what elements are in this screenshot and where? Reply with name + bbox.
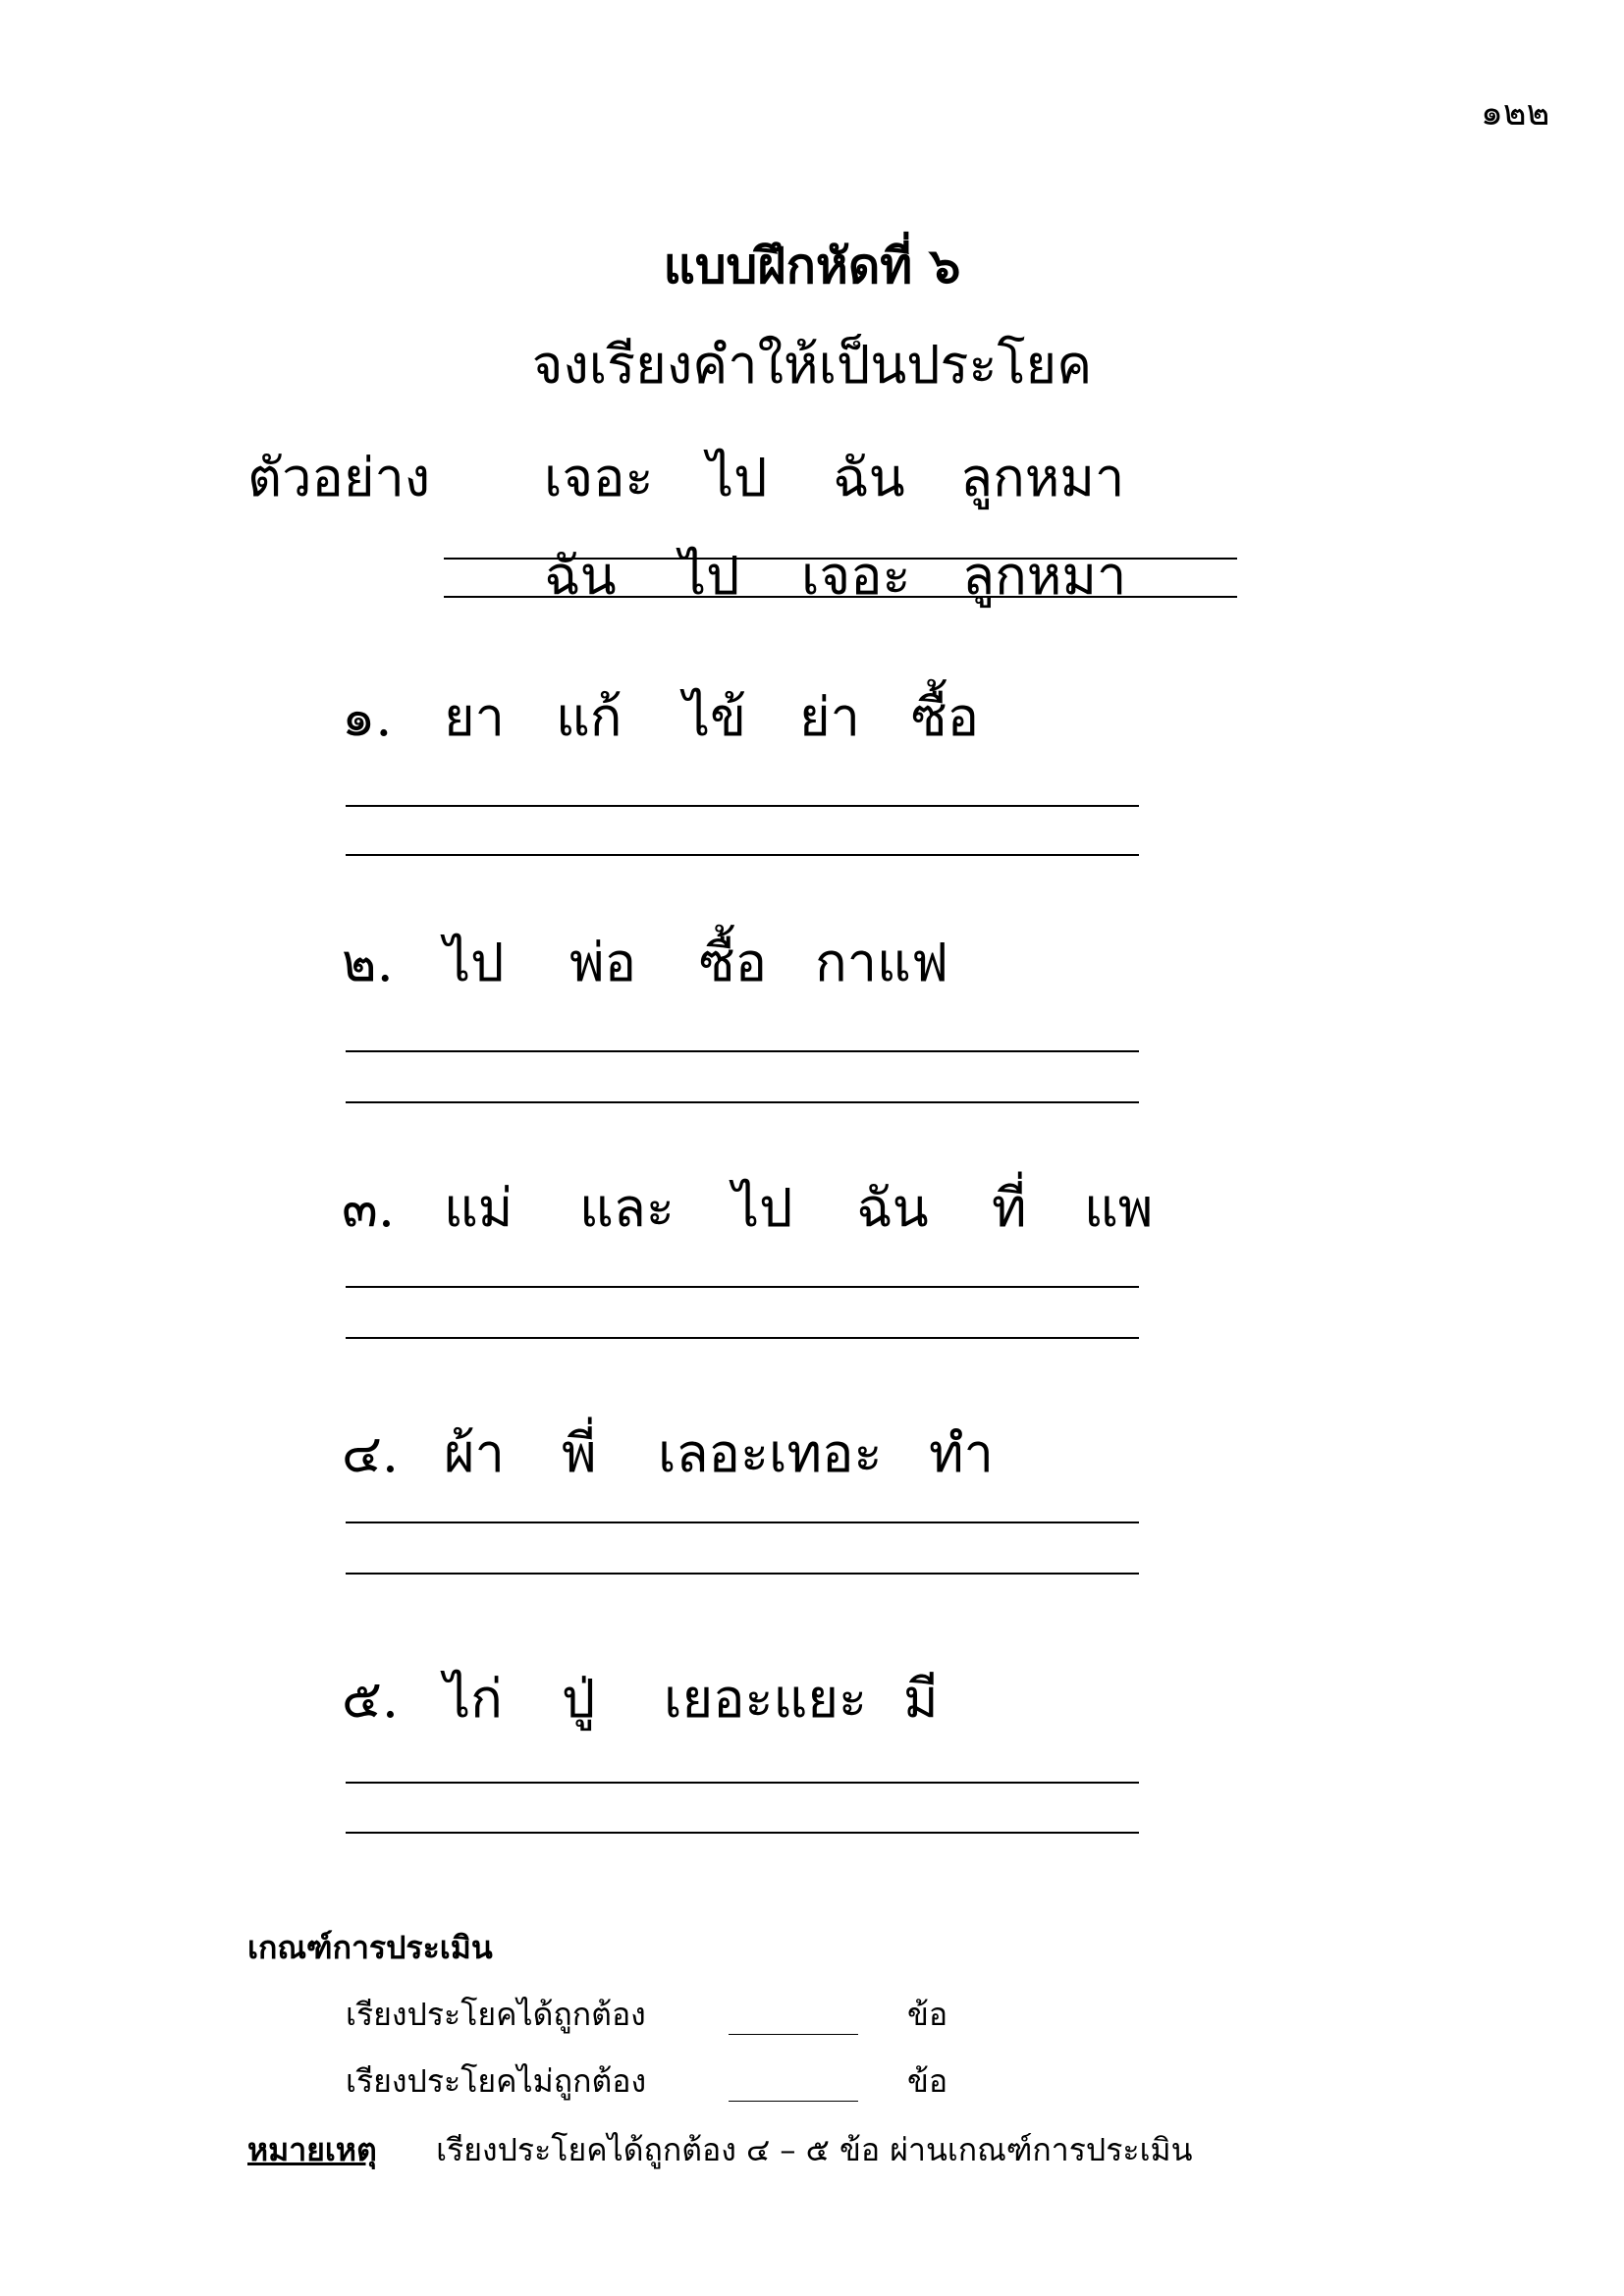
criteria-incorrect-blank bbox=[729, 2101, 858, 2102]
example-word: ไป bbox=[707, 447, 768, 508]
exercise-word: ย่า bbox=[799, 686, 860, 748]
exercise-word: ไป bbox=[444, 932, 505, 993]
exercise-number: ๑. bbox=[342, 686, 393, 748]
criteria-correct-blank bbox=[729, 2034, 858, 2035]
exercise-word: แม่ bbox=[444, 1177, 514, 1239]
example-answer-line bbox=[444, 558, 1237, 560]
exercise-number: ๓. bbox=[342, 1177, 396, 1239]
exercise-word: พ่อ bbox=[569, 932, 637, 993]
answer-line bbox=[346, 1286, 1139, 1288]
example-answer-line bbox=[444, 596, 1237, 598]
answer-line bbox=[346, 805, 1139, 807]
exercise-word: เลอะเทอะ bbox=[658, 1422, 883, 1484]
note-row bbox=[247, 2131, 1193, 2168]
exercise-word: ผ้า bbox=[444, 1422, 505, 1484]
criteria-correct-unit: ข้อ bbox=[907, 1996, 948, 2033]
answer-line bbox=[346, 1573, 1139, 1575]
exercise-word: ปู่ bbox=[562, 1668, 596, 1730]
page-number: ๑๒๒ bbox=[1481, 93, 1550, 133]
exercise-word: ซื้อ bbox=[699, 932, 768, 993]
exercise-title: แบบฝึกหัดที่ ๖ bbox=[663, 237, 961, 294]
answer-line bbox=[346, 1337, 1139, 1339]
exercise-word: และ bbox=[579, 1177, 675, 1239]
example-label: ตัวอย่าง bbox=[247, 447, 431, 508]
note-label: หมายเหตุ bbox=[247, 2131, 377, 2168]
criteria-incorrect-unit: ข้อ bbox=[907, 2062, 948, 2100]
instruction: จงเรียงคำให้เป็นประโยค bbox=[531, 334, 1093, 396]
exercise-number: ๔. bbox=[342, 1422, 400, 1484]
criteria-incorrect-label: เรียงประโยคไม่ถูกต้อง bbox=[346, 2062, 647, 2100]
exercise-word: ซื้อ bbox=[911, 686, 980, 748]
exercise-number: ๕. bbox=[342, 1668, 400, 1730]
criteria-correct-label: เรียงประโยคได้ถูกต้อง bbox=[346, 1996, 646, 2033]
example-answer-word: ไป bbox=[679, 545, 740, 607]
exercise-word: มี bbox=[903, 1668, 939, 1730]
exercise-word: พี่ bbox=[562, 1422, 597, 1484]
exercise-word: แก้ bbox=[556, 686, 623, 748]
example-word: ฉัน bbox=[833, 447, 905, 508]
example-word: เจอะ bbox=[544, 447, 654, 508]
answer-line bbox=[346, 854, 1139, 856]
example-answer-word: ฉัน bbox=[544, 545, 617, 607]
answer-line bbox=[346, 1832, 1139, 1834]
example-answer-word: ลูกหมา bbox=[962, 545, 1127, 607]
note-text: เรียงประโยคได้ถูกต้อง ๔ – ๕ ข้อ ผ่านเกณฑ์การประเมิน bbox=[436, 2131, 1193, 2168]
exercise-word: ฉัน bbox=[856, 1177, 929, 1239]
answer-line bbox=[346, 1101, 1139, 1103]
exercise-word: ที่ bbox=[992, 1177, 1027, 1239]
exercise-word: ไข้ bbox=[683, 686, 747, 748]
example-answer-word: เจอะ bbox=[801, 545, 911, 607]
answer-line bbox=[346, 1050, 1139, 1052]
exercise-word: แพ bbox=[1084, 1177, 1154, 1239]
exercise-word: กาแฟ bbox=[815, 932, 949, 993]
exercise-word: ไป bbox=[732, 1177, 793, 1239]
exercise-word: ทำ bbox=[929, 1422, 994, 1484]
exercise-number: ๒. bbox=[342, 932, 394, 993]
criteria-heading: เกณฑ์การประเมิน bbox=[247, 1929, 493, 1966]
example-word: ลูกหมา bbox=[960, 447, 1125, 508]
exercise-word: เยอะแยะ bbox=[664, 1668, 867, 1730]
exercise-word: ยา bbox=[444, 686, 505, 748]
answer-line bbox=[346, 1782, 1139, 1784]
exercise-word: ไก่ bbox=[444, 1668, 503, 1730]
answer-line bbox=[346, 1522, 1139, 1523]
